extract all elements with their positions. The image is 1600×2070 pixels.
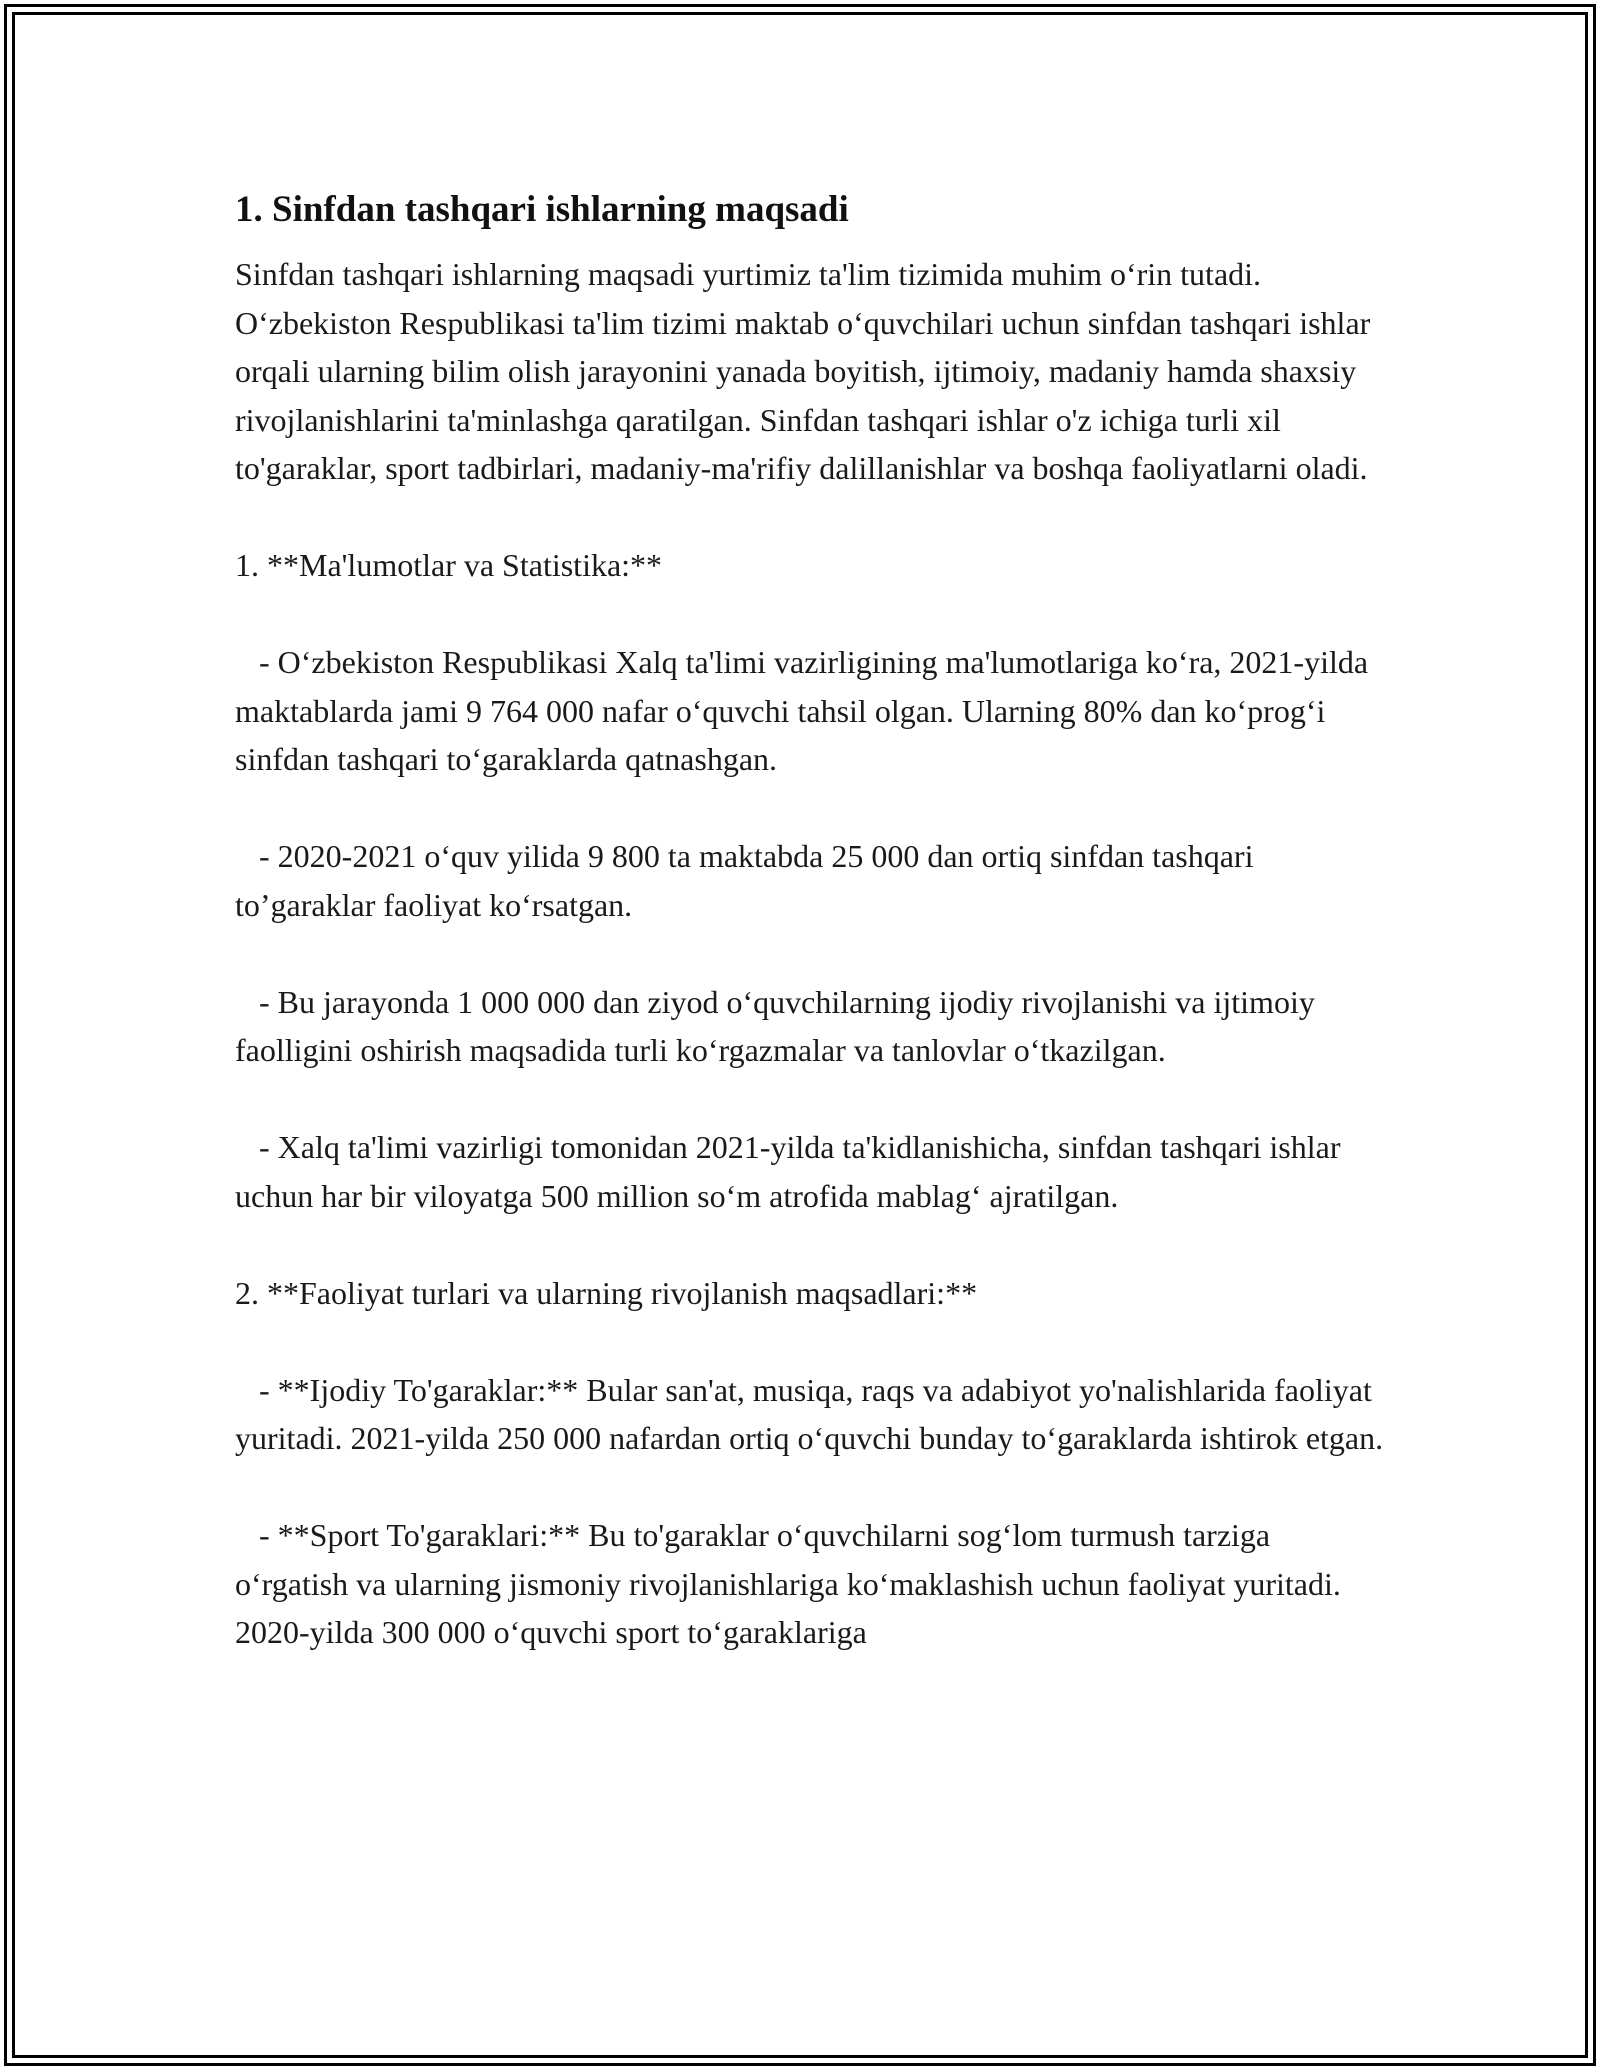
list-item: - O‘zbekiston Respublikasi Xalq ta'limi vazirligining ma'lumotlariga ko‘ra, 2021-yilda maktablarda jami 9 764 000 nafar o‘quvchi tahsil olgan. Ularning 80% dan ko‘prog‘i sinfdan tashqari to‘garaklarda qatnashgan. — [235, 644, 1377, 777]
section-heading: 1. Sinfdan tashqari ishlarning maqsadi — [235, 189, 849, 230]
list-item: - 2020-2021 o‘quv yilida 9 800 ta maktabda 25 000 dan ortiq sinfdan tashqari to’garaklar faoliyat ko‘rsatgan. — [235, 838, 1262, 923]
intro-paragraph: Sinfdan tashqari ishlarning maqsadi yurtimiz ta'lim tizimida muhim o‘rin tutadi. O‘zbekiston Respublikasi ta'lim tizimi maktab o‘quvchilari uchun sinfdan tashqari ishlar orqali ularning bilim olish jarayonini yanada boyitish, ijtimoiy, madaniy hamda shaxsiy rivojlanishlarini ta'minlashga qaratilgan. Sinfdan tashqari ishlar o'z ichiga turli xil to'garaklar, sport tadbirlari, madaniy-ma'rifiy dalillanishlar va boshqa faoliyatlarni oladi. — [235, 256, 1379, 486]
list-heading-activities: 2. **Faoliyat turlari va ularning rivojlanish maqsadlari:** — [235, 1274, 978, 1311]
paragraph-gap — [235, 590, 1385, 639]
paragraph-gap — [235, 493, 1385, 542]
paragraph-gap — [235, 1075, 1385, 1124]
paragraph-gap — [235, 1317, 1385, 1366]
paragraph-gap — [235, 784, 1385, 833]
paragraph-gap — [235, 929, 1385, 978]
list-item: - **Sport To'garaklari:** Bu to'garaklar o‘quvchilarni sog‘lom turmush tarziga o‘rgatish va ularning jismoniy rivojlanishlariga ko‘maklashish uchun faoliyat yuritadi. 2020-yilda 300 000 o‘quvchi sport to‘garaklariga — [235, 1517, 1349, 1650]
list-item: - Xalq ta'limi vazirligi tomonidan 2021-yilda ta'kidlanishicha, sinfdan tashqari ishlar uchun har bir viloyatga 500 million so‘m atrofida mablag‘ ajratilgan. — [235, 1129, 1349, 1214]
document-page — [235, 186, 1385, 1657]
list-item: - Bu jarayonda 1 000 000 dan ziyod o‘quvchilarning ijodiy rivojlanishi va ijtimoiy faolligini oshirish maqsadida turli ko‘rgazmalar va tanlovlar o‘tkazilgan. — [235, 983, 1323, 1068]
paragraph-gap — [235, 1463, 1385, 1512]
list-heading-statistics: 1. **Ma'lumotlar va Statistika:** — [235, 547, 663, 583]
list-item: - **Ijodiy To'garaklar:** Bular san'at, musiqa, raqs va adabiyot yo'nalishlarida faoliyat yuritadi. 2021-yilda 250 000 nafardan ortiq o‘quvchi bunday to‘garaklarda ishtirok etgan. — [235, 1371, 1384, 1456]
paragraph-gap — [235, 1220, 1385, 1269]
